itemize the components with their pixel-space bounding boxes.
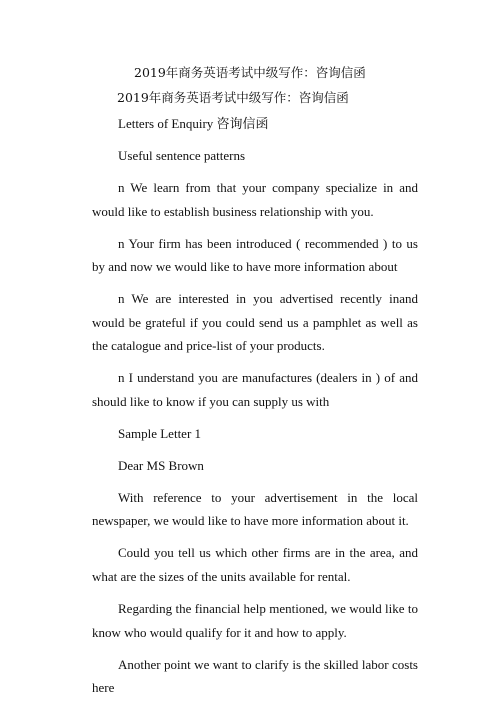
sentence-pattern-2: n Your firm has been introduced ( recommended ) to us by and now we would like to have more information about (92, 235, 418, 275)
sentence-pattern-3: n We are interested in you advertised recently inand would be grateful if you could send us a pamphlet as well as the catalogue and price-list of your products. (92, 291, 418, 354)
document-subtitle: 2019年商务英语考试中级写作：咨询信函 (117, 90, 349, 105)
letter-paragraph-2: Could you tell us which other firms are in the area, and what are the sizes of the units available for rental. (92, 545, 418, 585)
document-body (92, 62, 418, 700)
letter-paragraph-1: With reference to your advertisement in the local newspaper, we would like to have more information about it. (92, 489, 418, 529)
sentence-pattern-1: n We learn from that your company specialize in and would like to establish business relationship with you. (92, 179, 418, 219)
letter-salutation: Dear MS Brown (118, 457, 204, 473)
letter-paragraph-4: Another point we want to clarify is the skilled labor costs here (92, 656, 418, 696)
section-heading-useful-sentences: Useful sentence patterns (118, 147, 246, 163)
section-heading-letters-of-enquiry: Letters of Enquiry 咨询信函 (118, 116, 269, 131)
letter-paragraph-3: Regarding the financial help mentioned, we would like to know who would qualify for it and how to apply. (92, 601, 418, 640)
sentence-pattern-4: n I understand you are manufactures (dealers in ) of and should like to know if you can supply us with (92, 370, 418, 409)
sample-letter-heading: Sample Letter 1 (118, 425, 202, 441)
document-title: 2019年商务英语考试中级写作：咨询信函 (134, 65, 366, 80)
